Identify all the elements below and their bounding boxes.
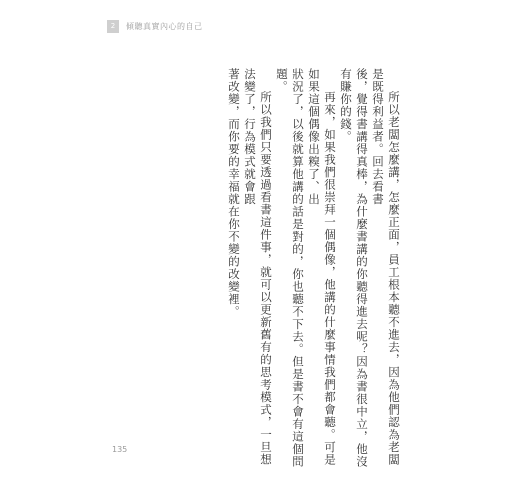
page-number: 135 — [112, 445, 128, 454]
paragraph-1-line-2: 後，覺得書講得真棒，為什麼書講的你聽得進去呢？因為書很中立，他沒有賺你的錢。 — [339, 68, 369, 468]
body-text — [226, 68, 402, 468]
chapter-tab: 2 — [107, 20, 119, 33]
paragraph-3-line-1: 所以我們只要透過看書這件事，就可以更新舊有的思考模式，一旦想法變了，行為模式就會跟 — [243, 68, 273, 466]
paragraph-2-line-2: 狀況了，以後就算他講的話是對的，你也聽不下去。但是書不會有這個問題。 — [275, 68, 305, 468]
paragraph-2-line-1: 再來，如果我們很崇拜一個偶像，他講的什麼事情我們都會聽。可是如果這個偶像出糗了、出 — [307, 68, 337, 466]
paragraph-1-line-1: 所以老闆怎麼講，怎麼正面，員工根本聽不進去，因為他們認為老闆是既得利益者。回去看書 — [371, 68, 401, 466]
paragraph-3-line-2: 著改變，而你要的幸福就在你不變的改變裡。 — [227, 68, 241, 318]
running-header-title: 傾聽真實內心的自己 — [126, 22, 203, 31]
